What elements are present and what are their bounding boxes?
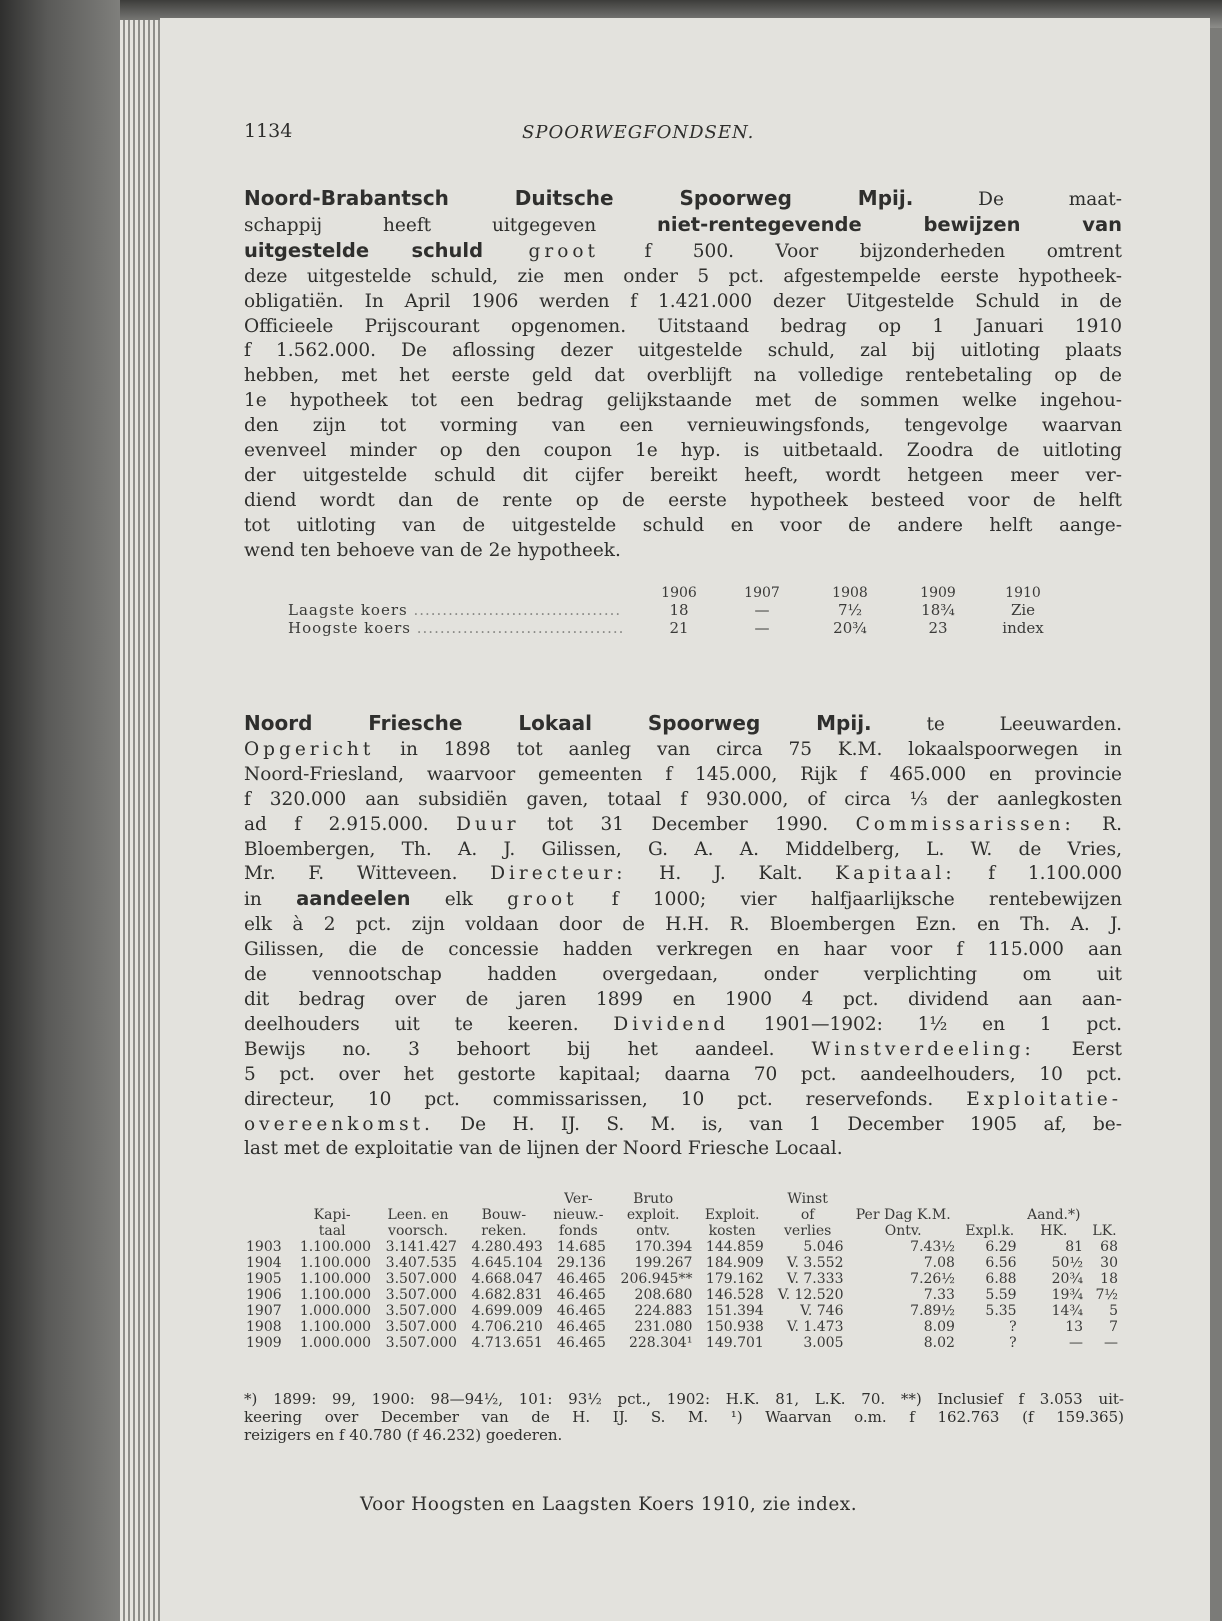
value-cell: 4.280.493 <box>471 1239 543 1255</box>
text-line: Mr. F. Witteveen. Directeur: H. J. Kalt. Kapitaal: f 1.100.000 <box>244 863 1122 885</box>
value-cell: 1.100.000 <box>299 1287 372 1303</box>
value-cell: 6.56 <box>985 1255 1017 1271</box>
value-cell: 13 <box>1065 1319 1084 1335</box>
financial-table <box>242 1191 1122 1351</box>
header-cell <box>1021 1191 1087 1207</box>
value-cell: 151.394 <box>705 1303 764 1319</box>
header-cell: Expl.k. <box>965 1223 1015 1239</box>
financial-row <box>242 1319 1122 1335</box>
value-cell: V. 7.333 <box>786 1271 844 1287</box>
value-cell: 199.267 <box>634 1255 693 1271</box>
text-line: overeenkomst. De H. IJ. S. M. is, van 1 December 1905 af, be- <box>244 1113 1122 1135</box>
text-line: deze uitgestelde schuld, zie men onder 5 pct. afgestempelde eerste hypotheek- <box>244 265 1122 287</box>
header-cell: Kapi- <box>313 1207 351 1223</box>
financial-row <box>242 1239 1122 1255</box>
header-cell <box>696 1191 767 1207</box>
value-cell: 224.883 <box>634 1303 693 1319</box>
text-line: f 1.562.000. De aflossing dezer uitgestelde schuld, zal bij uitloting plaats <box>244 340 1122 362</box>
value-cell: 206.945** <box>620 1271 693 1287</box>
header-cell: Bouw- <box>481 1207 527 1223</box>
value-cell: V. 3.552 <box>786 1255 844 1271</box>
value-cell: 8.09 <box>923 1319 955 1335</box>
value-cell: 3.141.427 <box>385 1239 457 1255</box>
text-line: diend wordt dan de rente op de eerste hypotheek besteed voor de helft <box>244 489 1122 511</box>
value-cell: 208.680 <box>634 1287 693 1303</box>
header-cell: Winst <box>787 1191 828 1207</box>
header-cell: exploit. <box>626 1207 680 1223</box>
value-cell: 144.859 <box>705 1239 764 1255</box>
value-cell: V. 1.473 <box>786 1319 844 1335</box>
value-cell: 3.507.000 <box>385 1335 457 1351</box>
koers-table <box>284 585 1064 637</box>
text-line: Noord-Friesland, waarvoor gemeenten f 145.000, Rijk f 465.000 en provincie <box>244 763 1122 785</box>
value-cell: 6.88 <box>985 1271 1017 1287</box>
value-cell: 4.682.831 <box>471 1287 543 1303</box>
value-cell: 170.394 <box>634 1239 693 1255</box>
footnote-line: keering over December van de H. IJ. S. M. ¹) Waarvan o.m. f 162.763 (f 159.365) <box>244 1408 1124 1426</box>
value-cell: 5 <box>1109 1303 1118 1319</box>
header-cell: Aand.*) <box>1027 1207 1081 1223</box>
header-cell: nieuw.- <box>553 1207 604 1223</box>
text-line: wend ten behoeve van de 2e hypotheek. <box>244 539 621 561</box>
value-cell: 1.100.000 <box>299 1319 372 1335</box>
value-cell: 46.465 <box>556 1319 606 1335</box>
text-line: uitgestelde schuld groot f 500. Voor bijzonderheden omtrent <box>244 238 1122 262</box>
value-cell: 1.100.000 <box>299 1239 372 1255</box>
value-cell: 30 <box>1100 1255 1118 1271</box>
footnote-line: *) 1899: 99, 1900: 98—94½, 101: 93½ pct., 1902: H.K. 81, L.K. 70. **) Inclusief f 3.053 uit- <box>244 1390 1124 1408</box>
value-cell: 8.02 <box>923 1335 955 1351</box>
header-cell: LK. <box>1092 1223 1117 1239</box>
year-cell: 1903 <box>246 1239 282 1255</box>
text-line: obligatiën. In April 1906 werden f 1.421.000 dezer Uitgestelde Schuld in de <box>244 290 1122 312</box>
value-cell: V. 12.520 <box>777 1287 844 1303</box>
value-cell: — <box>1069 1335 1084 1351</box>
text-line: den zijn tot vorming van een vernieuwingsfonds, tengevolge waarvan <box>244 415 1122 437</box>
text-line: deelhouders uit te keeren. Dividend 1901—1902: 1½ en 1 pct. <box>244 1013 1122 1035</box>
value-cell: 4.699.009 <box>471 1303 543 1319</box>
header-cell <box>1087 1191 1122 1207</box>
value-cell: 6.29 <box>985 1239 1017 1255</box>
header-cell <box>959 1191 1021 1207</box>
value-cell: 179.162 <box>705 1271 764 1287</box>
header-cell <box>289 1191 375 1207</box>
value-cell: 7.43½ <box>910 1239 955 1255</box>
text-line: last met de exploitatie van de lijnen der Noord Friesche Locaal. <box>244 1138 843 1160</box>
value-cell: 20¾ <box>1051 1271 1084 1287</box>
value-cell: 231.080 <box>634 1319 693 1335</box>
value-cell: 3.507.000 <box>385 1287 457 1303</box>
year-cell: 1905 <box>246 1271 282 1287</box>
header-cell <box>847 1191 958 1207</box>
financial-row <box>242 1335 1122 1351</box>
value-cell: 4.645.104 <box>471 1255 543 1271</box>
header-cell: Leen. en <box>387 1207 449 1223</box>
financial-row <box>242 1287 1122 1303</box>
year-cell: 1906 <box>246 1287 282 1303</box>
value-cell: ? <box>1009 1335 1017 1351</box>
value-cell: 46.465 <box>556 1303 606 1319</box>
value-cell: 7.26½ <box>910 1271 955 1287</box>
year-cell: 1908 <box>246 1319 282 1335</box>
header-cell <box>242 1207 289 1223</box>
value-cell: 50½ <box>1051 1255 1084 1271</box>
text-line: elk à 2 pct. zijn voldaan door de H.H. R. Bloembergen Ezn. en Th. A. J. <box>244 914 1122 936</box>
value-cell: 46.465 <box>556 1271 606 1287</box>
text-line: ad f 2.915.000. Duur tot 31 December 1990. Commissarissen: R. <box>244 813 1122 835</box>
header-cell <box>375 1191 461 1207</box>
value-cell: 46.465 <box>556 1287 606 1303</box>
text-line: f 320.000 aan subsidiën gaven, totaal f 930.000, of circa ⅓ der aanlegkosten <box>244 788 1122 810</box>
value-cell: 3.407.535 <box>385 1255 457 1271</box>
footnote-line: reizigers en f 40.780 (f 46.232) goederen. <box>244 1426 563 1444</box>
value-cell: 1.000.000 <box>299 1303 372 1319</box>
header-cell: HK. <box>1040 1223 1068 1239</box>
book-spine <box>0 0 120 1621</box>
koers-header-row: 1906 1907 1908 1909 1910 <box>661 585 1041 601</box>
header-cell: Ver- <box>564 1191 593 1207</box>
value-cell: 7.08 <box>923 1255 955 1271</box>
value-cell: ? <box>1009 1319 1017 1335</box>
value-cell: 1.000.000 <box>299 1335 372 1351</box>
year-cell: 1907 <box>246 1303 282 1319</box>
header-cell: reken. <box>481 1223 527 1239</box>
running-head: SPOORWEGFONDSEN. <box>522 122 755 143</box>
value-cell: 146.528 <box>705 1287 764 1303</box>
value-cell: 4.668.047 <box>471 1271 543 1287</box>
value-cell: 1.100.000 <box>299 1255 372 1271</box>
text-line: Opgericht in 1898 tot aanleg van circa 75 K.M. lokaalspoorwegen in <box>244 738 1122 760</box>
value-cell: 3.507.000 <box>385 1271 457 1287</box>
text-line: Gilissen, die de concessie hadden verkregen en haar voor f 115.000 aan <box>244 939 1122 961</box>
value-cell: 3.005 <box>803 1335 844 1351</box>
value-cell: 14.685 <box>556 1239 606 1255</box>
text-line: Officieele Prijscourant opgenomen. Uitstaand bedrag op 1 Januari 1910 <box>244 315 1122 337</box>
value-cell: 5.35 <box>985 1303 1017 1319</box>
value-cell: 7 <box>1109 1319 1118 1335</box>
text-line: 5 pct. over het gestorte kapitaal; daarna 70 pct. aandeelhouders, 10 pct. <box>244 1063 1122 1085</box>
financial-header-row <box>242 1191 1122 1207</box>
value-cell: 149.701 <box>705 1335 764 1351</box>
value-cell: 68 <box>1100 1239 1118 1255</box>
financial-row <box>242 1255 1122 1271</box>
section-noord-brabantsch <box>244 186 1122 564</box>
value-cell: 7½ <box>1095 1287 1118 1303</box>
header-cell: ontv. <box>636 1223 671 1239</box>
financial-row <box>242 1271 1122 1287</box>
value-cell: 46.465 <box>556 1335 606 1351</box>
header-cell: Ontv. <box>884 1223 922 1239</box>
text-line: in aandeelen elk groot f 1000; vier halfjaarlijksche rentebewijzen <box>244 887 1123 911</box>
text-line: Noord-Brabantsch Duitsche Spoorweg Mpij. De maat- <box>244 186 1122 210</box>
koers-row: Laagste koers .................................... 18 — 7½ 18¾ Zie <box>288 601 1036 619</box>
header-cell: verlies <box>784 1223 832 1239</box>
value-cell: 18 <box>1100 1271 1118 1287</box>
footnotes <box>244 1390 1124 1444</box>
value-cell: 150.938 <box>705 1319 764 1335</box>
text-line: tot uitloting van de uitgestelde schuld en voor de andere helft aange- <box>244 514 1122 536</box>
text-line: schappij heeft uitgegeven niet-rentegevende bewijzen van <box>244 212 1122 236</box>
header-cell: fonds <box>558 1223 598 1239</box>
header-cell: voorsch. <box>388 1223 448 1239</box>
financial-header-row <box>242 1207 1122 1223</box>
text-line: Noord Friesche Lokaal Spoorweg Mpij. te Leeuwarden. <box>244 711 1122 735</box>
koers-row: Hoogste koers .................................... 21 — 20¾ 23 index <box>288 619 1044 637</box>
page-edges <box>120 20 164 1621</box>
value-cell: 7.89½ <box>910 1303 955 1319</box>
section-noord-friesche <box>244 711 1122 1162</box>
value-cell: 184.909 <box>705 1255 764 1271</box>
value-cell: 4.713.651 <box>471 1335 543 1351</box>
header-cell: taal <box>318 1223 346 1239</box>
header-cell <box>461 1191 547 1207</box>
header-cell: of <box>800 1207 815 1223</box>
header-cell <box>242 1223 289 1239</box>
text-line: evenveel minder op den coupon 1e hyp. is uitbetaald. Zoodra de uitloting <box>244 440 1122 462</box>
section-title: Noord Friesche Lokaal Spoorweg Mpij. <box>244 711 872 735</box>
value-cell: 1.100.000 <box>299 1271 372 1287</box>
text-line: hebben, met het eerste geld dat overblijft na volledige rentebetaling op de <box>244 365 1122 387</box>
value-cell: 19¾ <box>1051 1287 1084 1303</box>
header-cell <box>959 1207 1021 1223</box>
text-line: der uitgestelde schuld dit cijfer bereikt heeft, wordt hetgeen meer ver- <box>244 464 1122 486</box>
header-cell: Exploit. <box>704 1207 760 1223</box>
value-cell: 4.706.210 <box>471 1319 543 1335</box>
year-cell: 1904 <box>246 1255 282 1271</box>
section-title: Noord-Brabantsch Duitsche Spoorweg Mpij. <box>244 186 914 210</box>
value-cell: 81 <box>1065 1239 1084 1255</box>
text-line: Bewijs no. 3 behoort bij het aandeel. Winstverdeeling: Eerst <box>244 1038 1122 1060</box>
header-cell: kosten <box>708 1223 756 1239</box>
year-cell: 1909 <box>246 1335 282 1351</box>
value-cell: 29.136 <box>556 1255 606 1271</box>
value-cell: 228.304¹ <box>628 1335 693 1351</box>
value-cell: 3.507.000 <box>385 1303 457 1319</box>
financial-header-row <box>242 1223 1122 1239</box>
value-cell: V. 746 <box>800 1303 844 1319</box>
text-line: directeur, 10 pct. commissarissen, 10 pct. reservefonds. Exploitatie- <box>244 1088 1122 1110</box>
header-cell: Bruto <box>633 1191 674 1207</box>
text-line: de vennootschap hadden overgedaan, onder verplichting om uit <box>244 964 1122 986</box>
value-cell: 5.046 <box>803 1239 844 1255</box>
value-cell: 3.507.000 <box>385 1319 457 1335</box>
page-number: 1134 <box>244 120 293 142</box>
value-cell: 7.33 <box>923 1287 955 1303</box>
financial-row <box>242 1303 1122 1319</box>
value-cell: — <box>1104 1335 1118 1351</box>
header-cell: Per Dag K.M. <box>855 1207 951 1223</box>
value-cell: 5.59 <box>985 1287 1017 1303</box>
header-cell <box>242 1191 289 1207</box>
text-line: dit bedrag over de jaren 1899 en 1900 4 pct. dividend aan aan- <box>244 988 1122 1010</box>
bottom-note: Voor Hoogsten en Laagsten Koers 1910, zie index. <box>360 1494 858 1515</box>
header-cell <box>1087 1207 1122 1223</box>
value-cell: 14¾ <box>1051 1303 1084 1319</box>
text-line: 1e hypotheek tot een bedrag gelijkstaande met de sommen welke ingehou- <box>244 390 1122 412</box>
book-page <box>160 18 1210 1621</box>
text-line: Bloembergen, Th. A. J. Gilissen, G. A. A. Middelberg, L. W. de Vries, <box>244 838 1122 860</box>
